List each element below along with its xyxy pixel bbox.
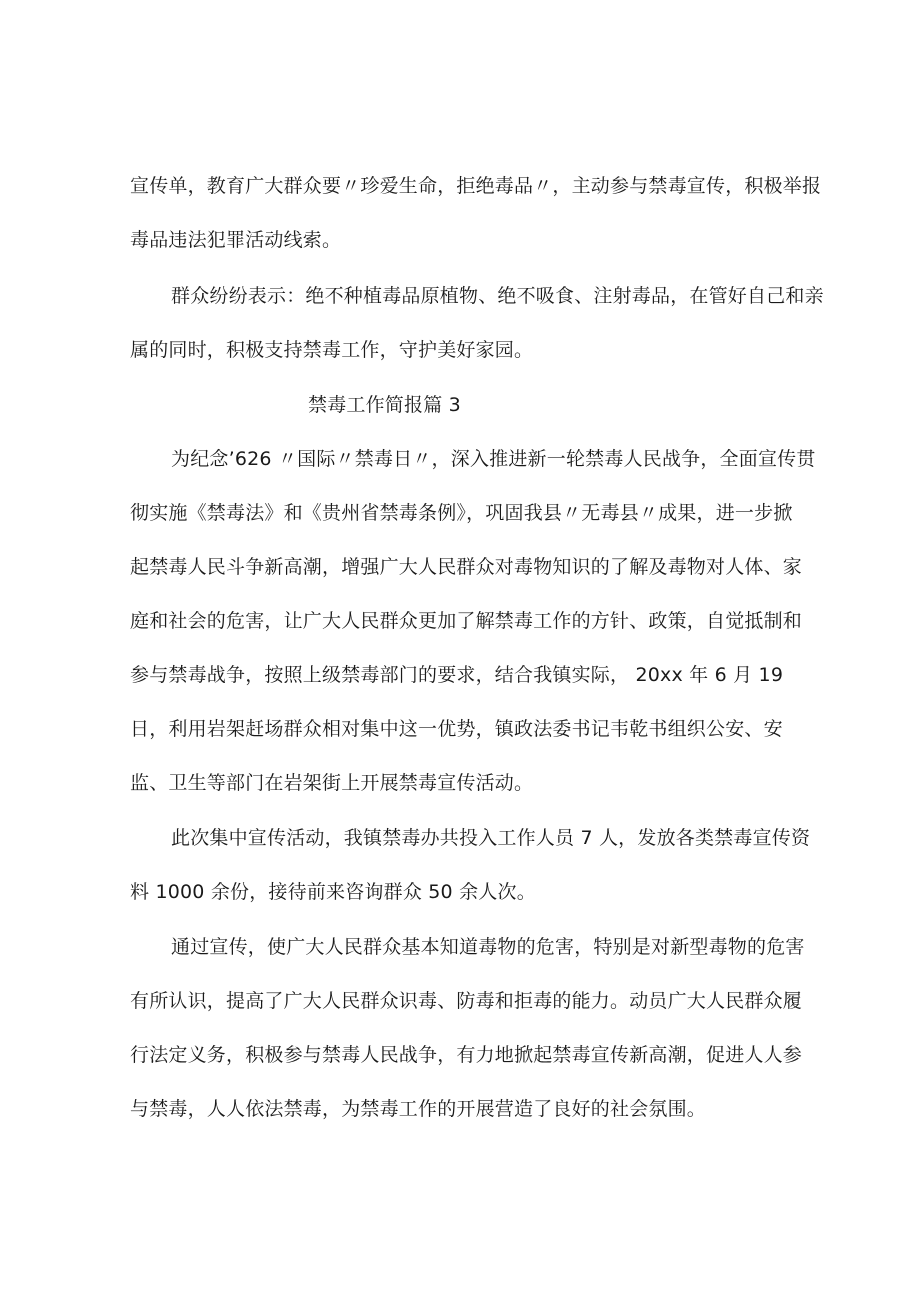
paragraph-3-line-6: 日，利用岩架赶场群众相对集中这一优势，镇政法委书记韦乾书组织公安、安 (130, 718, 783, 740)
paragraph-3-line-7: 监、卫生等部门在岩架街上开展禁毒宣传活动。 (130, 772, 534, 794)
paragraph-2-line-1: 群众纷纷表示：绝不种植毒品原植物、绝不吸食、注射毒品，在管好自己和亲 (171, 285, 824, 307)
paragraph-4-line-1: 此次集中宣传活动，我镇禁毒办共投入工作人员 7 人，发放各类禁毒宣传资 (171, 827, 811, 849)
section-title: 禁毒工作简报篇 3 (308, 394, 461, 416)
paragraph-3-line-4: 庭和社会的危害，让广大人民群众更加了解禁毒工作的方针、政策，自觉抵制和 (130, 610, 803, 632)
paragraph-3-line-3: 起禁毒人民斗争新高潮，增强广大人民群众对毒物知识的了解及毒物对人体、家 (130, 556, 803, 578)
paragraph-3-line-2: 彻实施《禁毒法》和《贵州省禁毒条例》，巩固我县〃无毒县〃成果，进一步掀 (130, 502, 793, 524)
paragraph-3-line-5: 参与禁毒战争，按照上级禁毒部门的要求，结合我镇实际， 20xx 年 6 月 19 (130, 664, 784, 686)
paragraph-4-line-2: 料 1000 余份，接待前来咨询群众 50 余人次。 (130, 881, 536, 903)
paragraph-5-line-3: 行法定义务，积极参与禁毒人民战争，有力地掀起禁毒宣传新高潮，促进人人参 (130, 1044, 803, 1066)
paragraph-5-line-2: 有所认识，提高了广大人民群众识毒、防毒和拒毒的能力。动员广大人民群众履 (130, 990, 803, 1012)
paragraph-2-line-2: 属的同时，积极支持禁毒工作，守护美好家园。 (130, 339, 534, 361)
paragraph-5-line-1: 通过宣传，使广大人民群众基本知道毒物的危害，特别是对新型毒物的危害 (171, 936, 805, 958)
paragraph-3-line-1: 为纪念’626 〃国际〃禁毒日〃，深入推进新一轮禁毒人民战争，全面宣传贯 (171, 448, 816, 470)
paragraph-5-line-4: 与禁毒，人人依法禁毒，为禁毒工作的开展营造了良好的社会氛围。 (130, 1098, 707, 1120)
paragraph-1-line-2: 毒品违法犯罪活动线索。 (130, 229, 342, 251)
paragraph-1-line-1: 宣传单，教育广大群众要〃珍爱生命，拒绝毒品〃，主动参与禁毒宣传，积极举报 (130, 175, 822, 197)
